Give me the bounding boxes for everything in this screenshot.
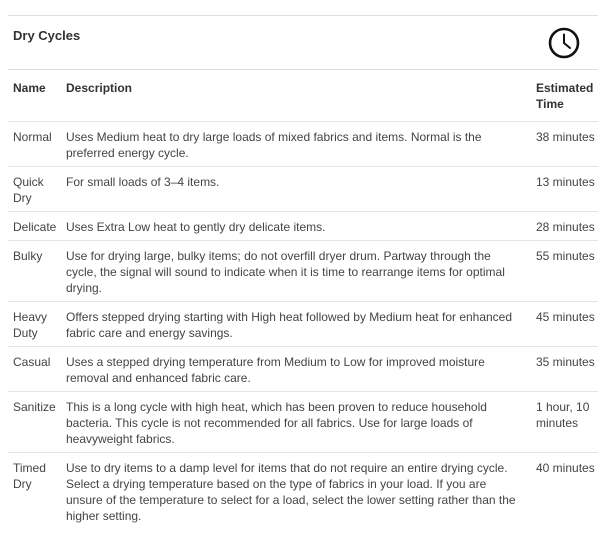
cycle-time: 28 minutes [536,220,595,234]
dry-cycles-panel [8,15,598,529]
table-row [8,302,598,347]
column-header-name: Name [13,81,46,95]
cycle-description: Uses a stepped drying temperature from Medium to Low for improved moisture removal and enhanced fabric care. [66,355,485,385]
table-row [8,167,598,212]
cycle-time: 35 minutes [536,355,595,369]
dry-cycles-table [8,70,598,529]
cycle-time: 38 minutes [536,130,595,144]
table-row [8,392,598,453]
cycle-name: Normal [13,130,52,144]
cycle-name: Quick Dry [13,175,44,205]
cycle-description: For small loads of 3–4 items. [66,175,220,189]
clock-icon [548,27,580,59]
cycle-time: 13 minutes [536,175,595,189]
cycle-name: Sanitize [13,400,56,414]
cycle-description: This is a long cycle with high heat, which has been proven to reduce household bacteria. This cycle is not recommended for all fabrics. Use for large loads of heavyweight fabrics. [66,400,487,446]
cycle-description: Offers stepped drying starting with High heat followed by Medium heat for enhanced fabric care and energy savings. [66,310,513,340]
column-header-time: Estimated Time [536,81,594,111]
table-header-row [8,70,598,122]
cycle-time: 55 minutes [536,249,595,263]
panel-title: Dry Cycles [13,28,81,43]
table-row [8,453,598,530]
cycle-name: Bulky [13,249,43,263]
column-header-description: Description [66,81,133,95]
cycle-time: 45 minutes [536,310,595,324]
table-row [8,347,598,392]
table-row [8,122,598,167]
panel-header [8,16,598,70]
cycle-name: Delicate [13,220,57,234]
cycle-time: 40 minutes [536,461,595,475]
table-row [8,241,598,302]
cycle-name: Heavy Duty [13,310,48,340]
cycle-description: Use for drying large, bulky items; do not overfill dryer drum. Partway through the cycle, the signal will sound to indicate when it is time to rearrange items for optimal drying. [66,249,505,295]
cycle-description: Uses Medium heat to dry large loads of mixed fabrics and items. Normal is the preferred energy cycle. [66,130,482,160]
cycle-description: Uses Extra Low heat to gently dry delicate items. [66,220,326,234]
cycle-name: Timed Dry [13,461,46,491]
cycle-description: Use to dry items to a damp level for items that do not require an entire drying cycle. Select a drying temperature based on the type of fabrics in your load. If you are unsure of the temperature to select for a load, select the lower setting rather than the higher setting. [66,461,516,523]
table-row [8,212,598,241]
cycle-time: 1 hour, 10 minutes [536,400,590,430]
cycle-name: Casual [13,355,51,369]
